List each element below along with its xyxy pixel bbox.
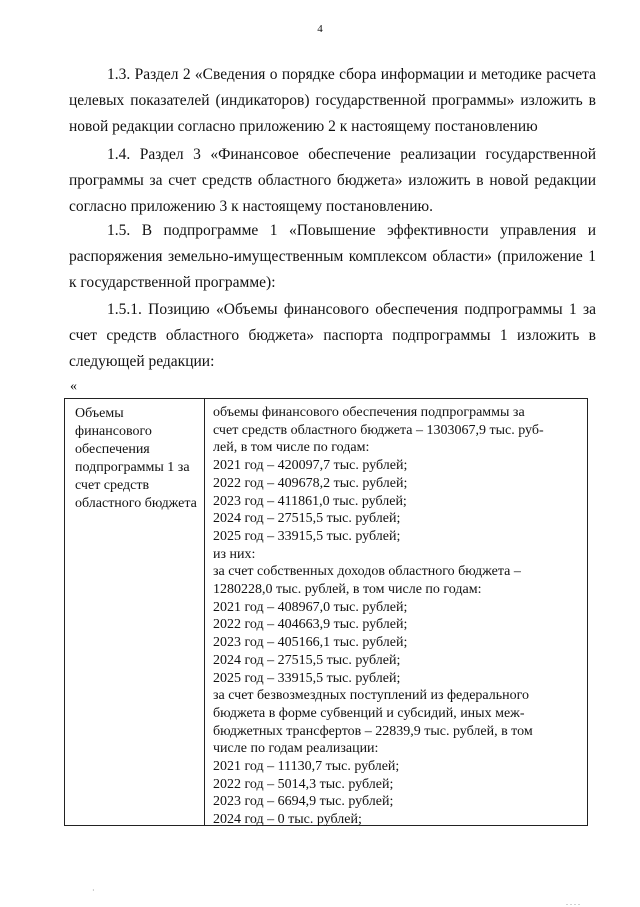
table-line: бюджета в форме субвенций и субсидий, иных меж- <box>213 705 525 721</box>
paragraph-1-5-1-text: 1.5.1. Позицию «Объемы финансового обеспечения подпрограммы 1 за счет средств областного бюджета» паспорта подпрограммы 1 изложить в следующей редакции: <box>69 301 596 370</box>
paragraph-1-5 <box>69 218 596 296</box>
paragraph-1-4 <box>69 142 596 220</box>
table-line: бюджетных трансфертов – 22839,9 тыс. рублей, в том <box>213 723 533 739</box>
table-line: числе по годам реализации: <box>213 741 379 757</box>
table-left-label: Объемы финансового обеспечения подпрограммы 1 за счет средств областного бюджета <box>75 406 197 511</box>
opening-quote: « <box>70 379 77 394</box>
table-line: 2024 год – 27515,5 тыс. рублей; <box>213 511 401 527</box>
table-line: за счет собственных доходов областного бюджета – <box>213 564 521 580</box>
table-line: 2023 год – 405166,1 тыс. рублей; <box>213 635 408 651</box>
page-number: 4 <box>317 23 323 35</box>
scan-mark-ticks: . . . . <box>566 898 580 907</box>
table-line: 2025 год – 33915,5 тыс. рублей; <box>213 670 401 686</box>
table-line: 2021 год – 408967,0 тыс. рублей; <box>213 599 408 615</box>
table-line: 1280228,0 тыс. рублей, в том числе по годам: <box>213 582 482 598</box>
table-line: 2024 год – 0 тыс. рублей; <box>213 812 362 828</box>
paragraph-1-5-1 <box>69 297 596 375</box>
table-left-cell <box>65 399 205 825</box>
table-line: 2024 год – 27515,5 тыс. рублей; <box>213 652 401 668</box>
table-line: из них: <box>213 546 256 562</box>
paragraph-1-3-text: 1.3. Раздел 2 «Сведения о порядке сбора информации и методике расчета целевых показателей (индикаторов) государственной программы» изложить в новой редакции согласно приложению 2 к настоящему постановлению <box>69 66 596 135</box>
table-line: 2022 год – 409678,2 тыс. рублей; <box>213 475 408 491</box>
paragraph-1-3 <box>69 62 596 140</box>
paragraph-1-5-text: 1.5. В подпрограмме 1 «Повышение эффективности управления и распоряжения земельно-имущественным комплексом области» (приложение 1 к государственной программе): <box>69 222 596 291</box>
table-line: 2021 год – 11130,7 тыс. рублей; <box>213 759 400 775</box>
table-line: 2023 год – 6694,9 тыс. рублей; <box>213 794 394 810</box>
table-line: 2022 год – 5014,3 тыс. рублей; <box>213 776 394 792</box>
table-line: 2021 год – 420097,7 тыс. рублей; <box>213 458 408 474</box>
table-line: лей, в том числе по годам: <box>213 440 370 456</box>
table-line: счет средств областного бюджета – 1303067,9 тыс. руб- <box>213 422 544 438</box>
table-line: за счет безвозмездных поступлений из федерального <box>213 688 530 704</box>
table-line: 2025 год – 33915,5 тыс. рублей; <box>213 528 401 544</box>
paragraph-1-4-text: 1.4. Раздел 3 «Финансовое обеспечение реализации государственной программы за счет средств областного бюджета» изложить в новой редакции согласно приложению 3 к настоящему постановлению. <box>69 146 596 215</box>
scan-mark-dot: · <box>92 886 95 895</box>
table-line: объемы финансового обеспечения подпрограммы за <box>213 405 525 420</box>
table-line: 2022 год – 404663,9 тыс. рублей; <box>213 617 408 633</box>
table-right-cell <box>205 399 587 828</box>
table-line: 2023 год – 411861,0 тыс. рублей; <box>213 493 407 509</box>
funding-table <box>64 398 588 826</box>
